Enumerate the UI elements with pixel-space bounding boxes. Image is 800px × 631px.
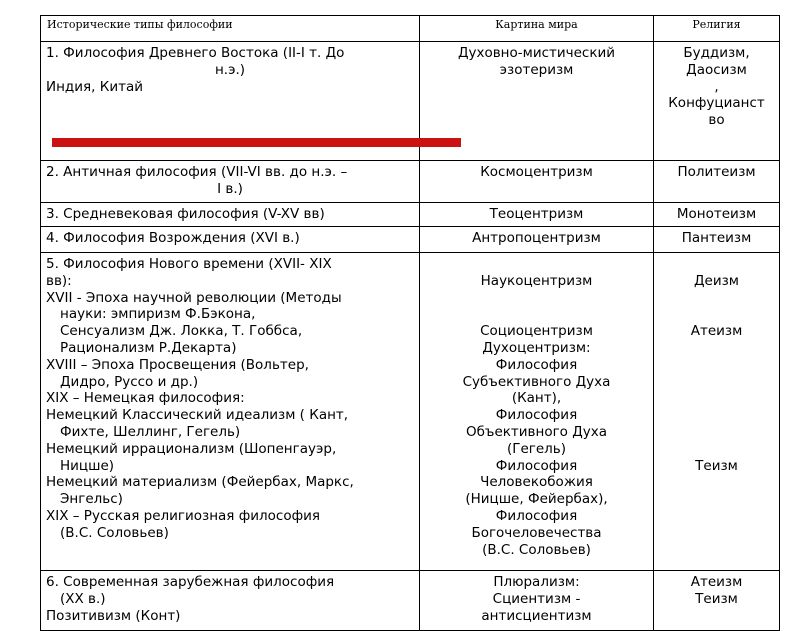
cell-religion bbox=[654, 161, 780, 203]
cell-line: 4. Философия Возрождения (XVI в.) bbox=[46, 230, 300, 246]
cell-line: (XX в.) bbox=[60, 590, 106, 607]
cell-line: 3. Средневековая философия (V-XV вв) bbox=[46, 206, 325, 222]
cell-line: Атеизм bbox=[690, 574, 743, 590]
cell-line: Немецкий Классический идеализм ( Кант, bbox=[46, 407, 349, 424]
cell-line bbox=[659, 390, 774, 407]
cell-religion bbox=[654, 203, 780, 227]
cell-line bbox=[425, 306, 648, 323]
table-row bbox=[41, 571, 780, 631]
cell-worldview bbox=[420, 227, 654, 253]
cell-line bbox=[659, 306, 774, 323]
cell-line bbox=[659, 256, 774, 273]
red-highlight-bar bbox=[52, 138, 461, 147]
cell-line: (В.С. Соловьев) bbox=[482, 541, 591, 558]
cell-line: Человекобожия bbox=[480, 474, 593, 491]
cell-line: I в.) bbox=[217, 180, 243, 197]
cell-line: вв): bbox=[46, 272, 72, 289]
cell-line: (Кант), bbox=[511, 390, 562, 407]
cell-worldview bbox=[420, 203, 654, 227]
cell-line: Индия, Китай bbox=[46, 78, 144, 95]
cell-line: Объективного Духа bbox=[465, 423, 608, 440]
cell-line: Философия bbox=[495, 457, 578, 474]
table-row bbox=[41, 161, 780, 203]
cell-line: Философия bbox=[495, 507, 578, 524]
cell-line: Немецкий материализм (Фейербах, Маркс, bbox=[46, 474, 354, 491]
cell-line bbox=[659, 374, 774, 391]
cell-line: Богочеловечества bbox=[471, 524, 602, 541]
cell-line: XVIII – Эпоха Просвещения (Вольтер, bbox=[46, 356, 309, 373]
cell-line: Сенсуализм Дж. Локка, Т. Гоббса, bbox=[60, 323, 303, 340]
cell-line: Деизм bbox=[694, 272, 739, 289]
cell-line: XIX – Немецкая философия: bbox=[46, 390, 245, 407]
header-worldview: Картина мира bbox=[420, 16, 654, 42]
cell-line bbox=[659, 357, 774, 374]
cell-line: 5. Философия Нового времени (XVII- XIX bbox=[46, 256, 332, 272]
cell-line: Духовно-мистический bbox=[457, 45, 616, 61]
cell-line bbox=[659, 424, 774, 441]
cell-line: Немецкий иррационализм (Шопенгауэр, bbox=[46, 440, 337, 457]
philosophy-types-table bbox=[40, 15, 780, 631]
cell-line: XIX – Русская религиозная философия bbox=[46, 507, 321, 524]
cell-line: Социоцентризм bbox=[480, 323, 593, 340]
cell-line: (Гегель) bbox=[506, 440, 567, 457]
cell-line bbox=[425, 256, 648, 273]
cell-line: Пантеизм bbox=[681, 230, 752, 246]
cell-line: (В.С. Соловьев) bbox=[60, 524, 169, 541]
table-row bbox=[41, 203, 780, 227]
cell-line: Ницше) bbox=[60, 457, 115, 474]
cell-line: Дидро, Руссо и др.) bbox=[60, 373, 199, 390]
table-row bbox=[41, 253, 780, 571]
cell-line bbox=[659, 407, 774, 424]
header-philosophy-types: Исторические типы философии bbox=[41, 16, 420, 42]
cell-line: Позитивизм (Конт) bbox=[46, 607, 181, 624]
cell-line bbox=[659, 290, 774, 307]
cell-line: н.э.) bbox=[214, 61, 246, 78]
cell-line: науки: эмпиризм Ф.Бэкона, bbox=[60, 306, 256, 323]
cell-line: Плюрализм: bbox=[493, 574, 580, 590]
cell-line: Даосизм bbox=[686, 61, 747, 78]
cell-line bbox=[659, 340, 774, 357]
cell-line: , bbox=[714, 78, 719, 95]
cell-line: Философия bbox=[495, 407, 578, 424]
header-religion: Религия bbox=[654, 16, 780, 42]
cell-philosophy bbox=[41, 253, 420, 571]
cell-line: Политеизм bbox=[677, 164, 756, 180]
cell-line: 6. Современная зарубежная философия bbox=[46, 574, 335, 590]
cell-line: Теизм bbox=[695, 457, 738, 474]
cell-religion bbox=[654, 227, 780, 253]
cell-line: Конфуцианст bbox=[668, 95, 765, 112]
cell-line: 1. Философия Древнего Востока (II-I т. До bbox=[46, 45, 345, 61]
cell-line: Теоцентризм bbox=[489, 206, 584, 222]
cell-line: 2. Античная философия (VII-VI вв. до н.э. – bbox=[46, 164, 348, 180]
cell-line: Теизм bbox=[695, 590, 738, 607]
cell-line: Космоцентризм bbox=[480, 164, 593, 180]
cell-line: антисциентизм bbox=[481, 607, 592, 624]
cell-line: (Ницше, Фейербах), bbox=[465, 491, 608, 508]
cell-philosophy bbox=[41, 161, 420, 203]
cell-line: Рационализм Р.Декарта) bbox=[60, 339, 237, 356]
cell-worldview bbox=[420, 253, 654, 571]
cell-line: во bbox=[708, 112, 725, 129]
table-row bbox=[41, 227, 780, 253]
cell-line: Монотеизм bbox=[676, 206, 757, 222]
cell-line bbox=[659, 441, 774, 458]
cell-line: Философия bbox=[495, 356, 578, 373]
cell-line: Энгельс) bbox=[60, 491, 123, 508]
cell-line: XVII - Эпоха научной революции (Методы bbox=[46, 289, 342, 306]
cell-line: эзотеризм bbox=[499, 61, 574, 78]
cell-worldview bbox=[420, 161, 654, 203]
cell-line bbox=[425, 290, 648, 307]
cell-line: Фихте, Шеллинг, Гегель) bbox=[60, 423, 241, 440]
cell-line: Субъективного Духа bbox=[462, 373, 611, 390]
cell-line: Наукоцентризм bbox=[480, 272, 593, 289]
cell-philosophy bbox=[41, 571, 420, 631]
cell-religion bbox=[654, 571, 780, 631]
cell-philosophy bbox=[41, 227, 420, 253]
cell-worldview bbox=[420, 571, 654, 631]
cell-philosophy bbox=[41, 203, 420, 227]
cell-line: Атеизм bbox=[690, 323, 743, 340]
cell-line: Антропоцентризм bbox=[472, 230, 601, 246]
cell-religion bbox=[654, 253, 780, 571]
table-header-row bbox=[41, 16, 780, 42]
cell-line: Сциентизм - bbox=[492, 590, 581, 607]
cell-line: Буддизм, bbox=[683, 45, 750, 61]
cell-line: Духоцентризм: bbox=[482, 339, 591, 356]
cell-religion bbox=[654, 42, 780, 161]
